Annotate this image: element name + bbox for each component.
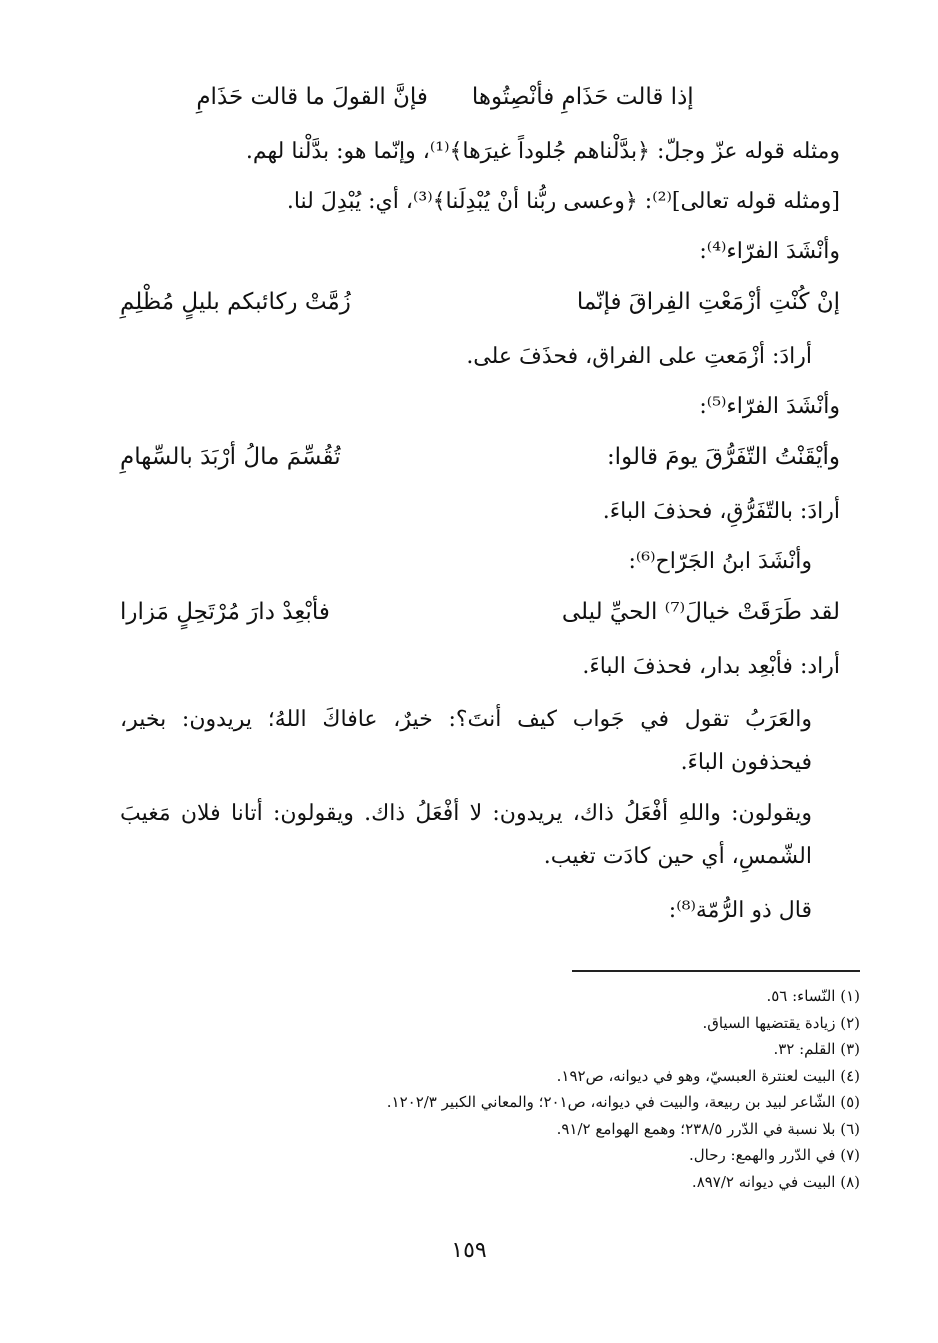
main-text	[120, 72, 840, 936]
verse-second-hemistich: زُمَّتْ ركائبكم بليلٍ مُظْلِمِ	[120, 289, 351, 315]
verse-first-hemistich: إنْ كُنْتِ أزْمَعْتِ الفِراقَ فإنّما	[576, 289, 840, 315]
verse-line	[120, 277, 840, 332]
text-line: وأنْشَدَ الفرّاء⁽⁵⁾:	[699, 394, 840, 419]
verse-second-hemistich: تُقُسِّمَ مالُ أرْبَدَ بالسِّهامِ	[120, 444, 341, 470]
text-line: وأنْشَدَ ابنُ الجَرّاح⁽⁶⁾:	[628, 549, 812, 574]
text-line: وأنْشَدَ الفرّاء⁽⁴⁾:	[699, 239, 840, 264]
page-number: ١٥٩	[451, 1238, 487, 1263]
verse-first-hemistich: إذا قالت حَذَامِ فأنْصِتُوها	[471, 84, 694, 110]
footnote: (٥) الشّاعر لبيد بن ربيعة، والبيت في ديوانه، ص٢٠١؛ والمعاني الكبير ١٢٠٢/٣.	[386, 1093, 860, 1111]
text-line: قال ذو الرُّمّة⁽⁸⁾:	[668, 898, 812, 923]
verse-line	[120, 72, 840, 127]
footnote: (٢) زيادة يقتضيها السياق.	[702, 1013, 860, 1032]
text-line: أرادَ: بالتّفَرُّقِ، فحذفَ الباءَ.	[602, 499, 840, 524]
text-line: [ومثله قوله تعالى]⁽²⁾: ﴿وعسى ربُّنا أنْ يُبْدِلَنا﴾⁽³⁾، أي: يُبْدِلَ لنا.	[286, 189, 840, 214]
verse-second-hemistich: فأبْعِدْ دارَ مُرْتَحِلٍ مَزارا	[120, 599, 330, 625]
verse-first-hemistich: لقد طَرَقَتْ خيالَ⁽⁷⁾ الحيِّ ليلى	[561, 599, 840, 625]
footnote: (٤) البيت لعنترة العبسيّ، وهو في ديوانه، ص١٩٢.	[556, 1066, 860, 1085]
footnote: (٨) البيت في ديوانه ٨٩٧/٢.	[691, 1172, 860, 1191]
text-line: أرادَ: أزْمَعتِ على الفراق، فحذَفَ على.	[466, 344, 812, 369]
footnote: (١) النّساء: ٥٦.	[766, 987, 860, 1005]
footnote-separator	[572, 970, 860, 972]
verse-line	[120, 432, 840, 487]
footnotes	[200, 983, 860, 1195]
verse-second-hemistich: فإنَّ القولَ ما قالت حَذَامِ	[196, 84, 428, 110]
paragraph: والعَرَبُ تقول في جَواب كيف أنتَ؟: خيرٌ، عافاكَ اللهُ؛ يريدون: بخير، فيحذفون الباءَ.	[120, 707, 812, 775]
text-line: ومثله قوله عزّ وجلّ: ﴿بدَّلْناهم جُلوداً غيرَها﴾⁽¹⁾، وإنّما هو: بدَّلْنا لهم.	[245, 139, 840, 164]
footnote: (٦) بلا نسبة في الدّرر ٢٣٨/٥؛ وهمع الهوامع ٩١/٢.	[556, 1119, 860, 1138]
footnote: (٧) في الدّرر والهمع: رحال.	[689, 1146, 860, 1164]
paragraph: ويقولون: واللهِ أفْعَلُ ذاك، يريدون: لا أفْعَلُ ذاك. ويقولون: أتانا فلان مَغيبَ الشّمسِ، أي حين كادَت تغيب.	[120, 801, 812, 869]
text-line: أراد: فأبْعِد بدار، فحذفَ الباءَ.	[582, 654, 840, 679]
verse-line	[120, 587, 840, 642]
verse-first-hemistich: وأيْقَنْتُ التّفَرُّقَ يومَ قالوا:	[606, 444, 840, 470]
footnote: (٣) القلم: ٣٢.	[773, 1040, 860, 1058]
